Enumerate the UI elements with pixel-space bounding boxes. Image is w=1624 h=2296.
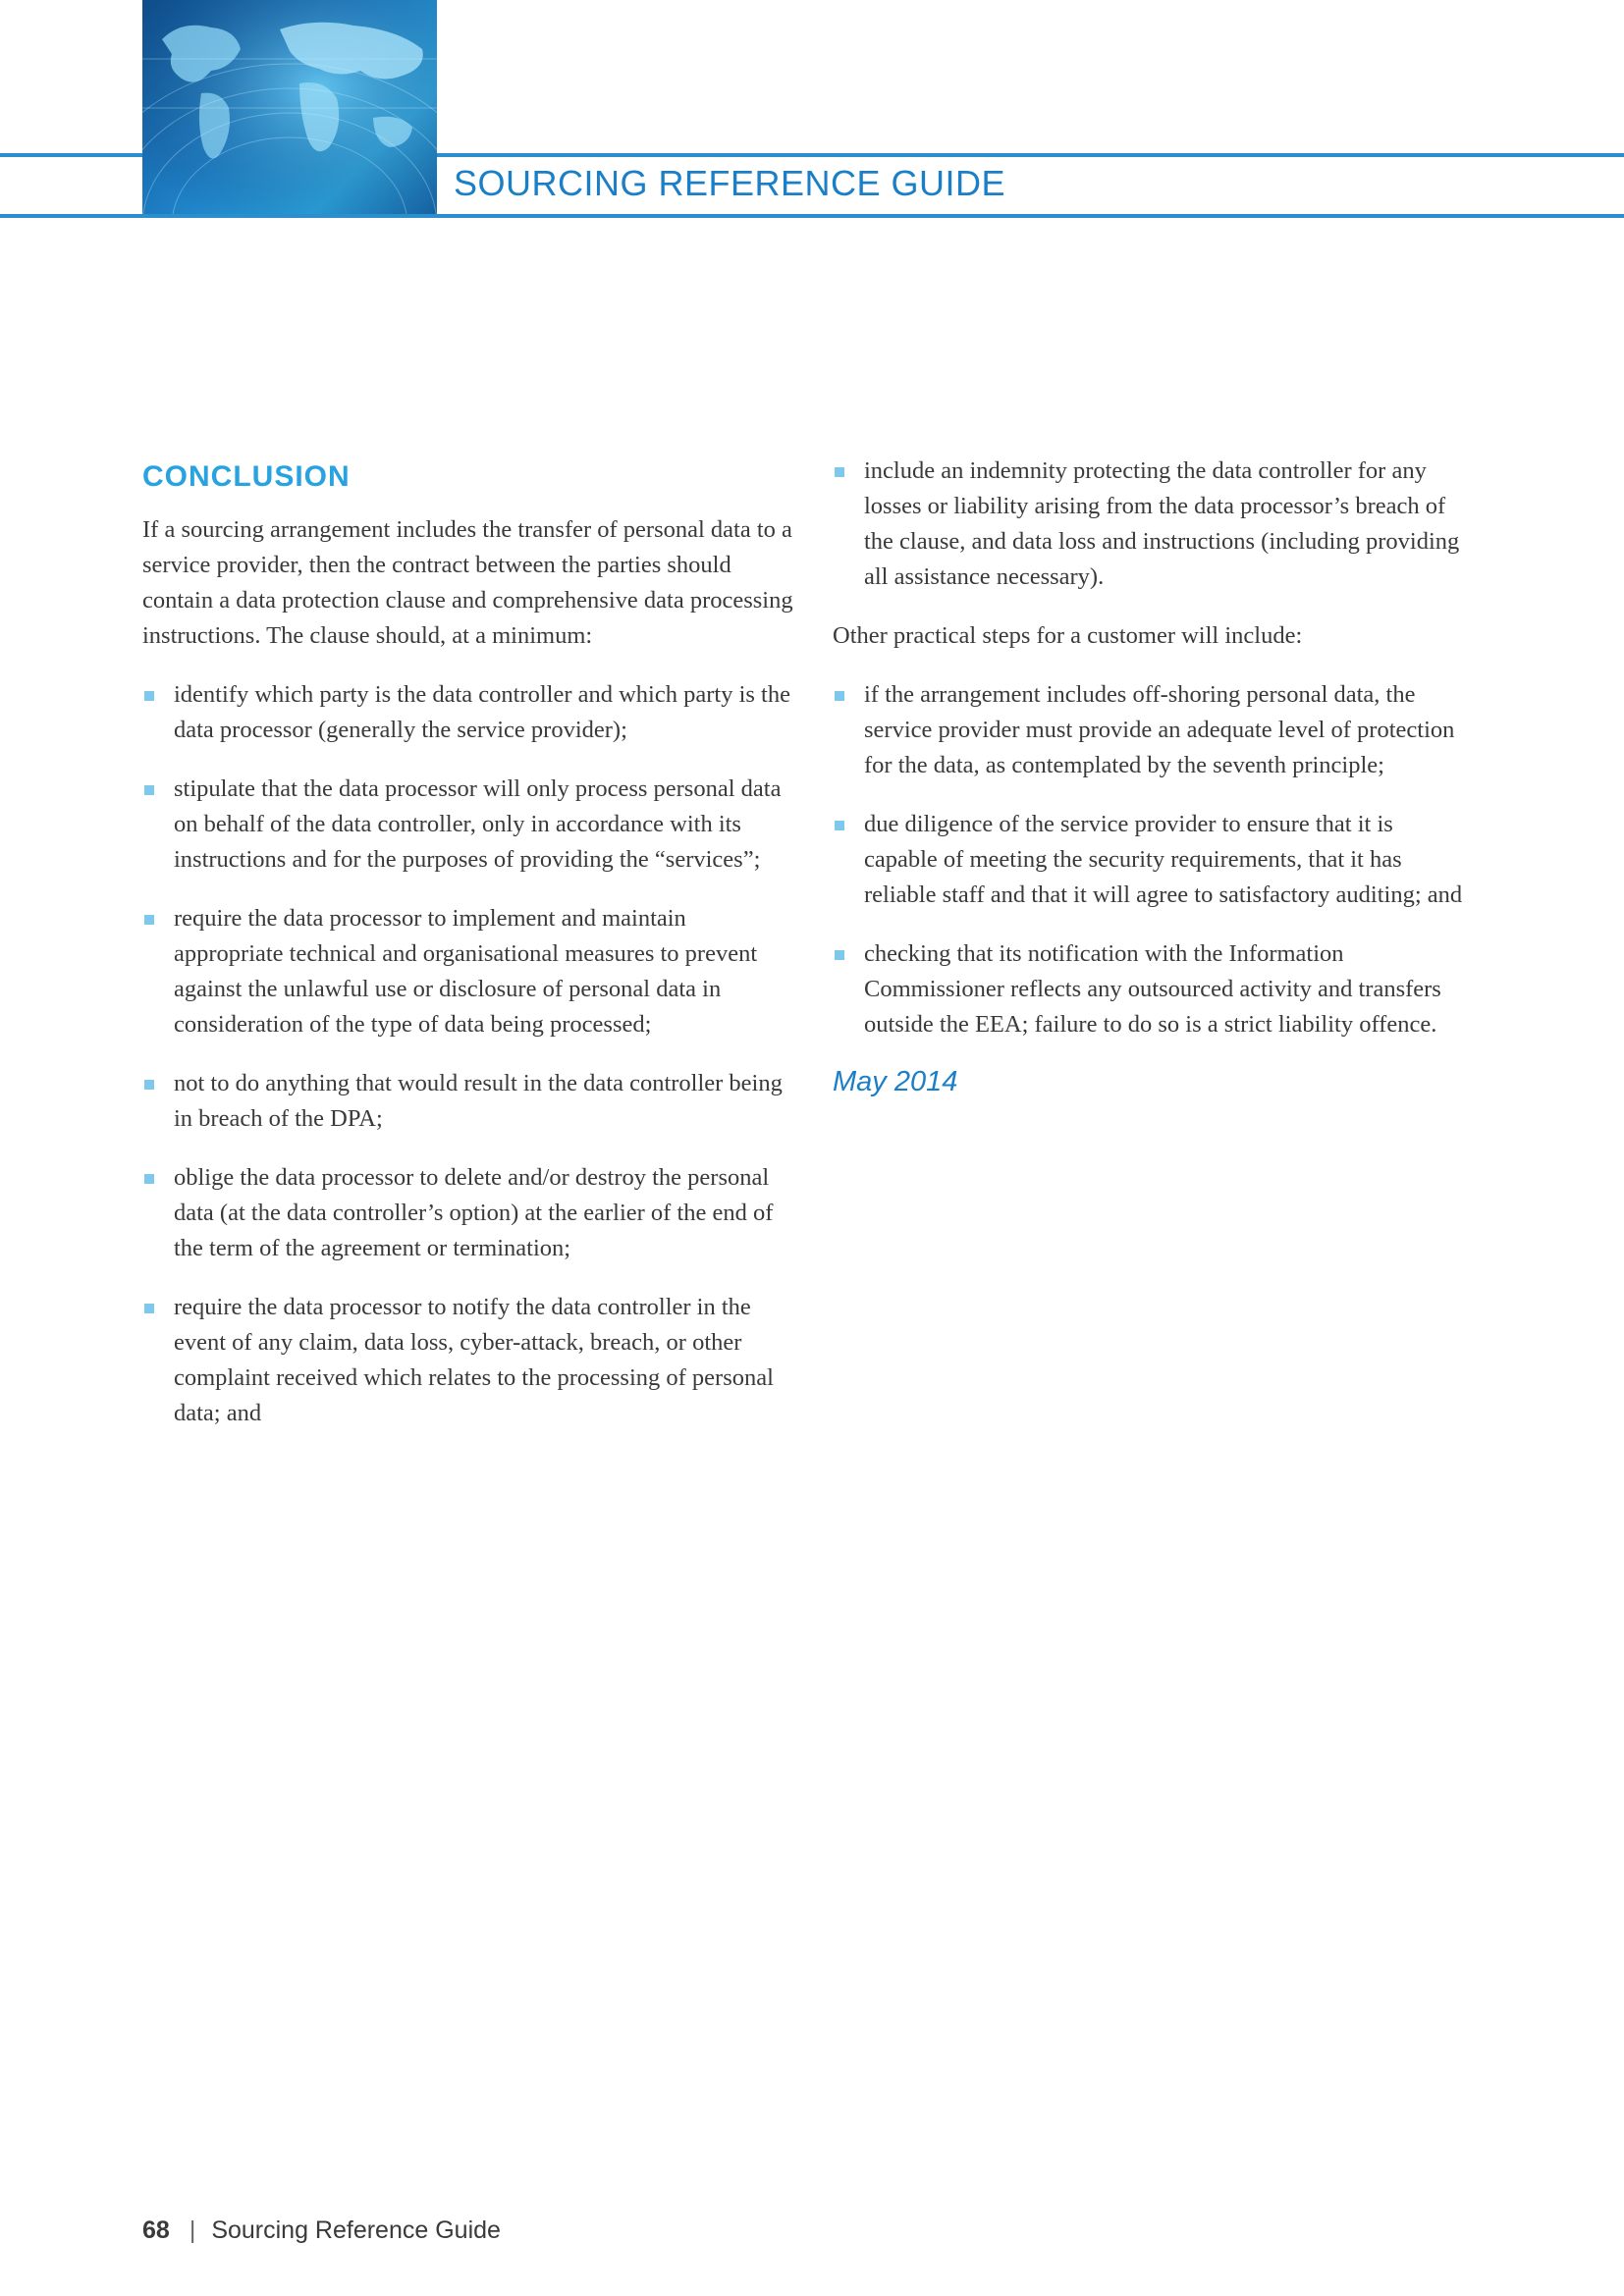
list-item: checking that its notification with the Information Commissioner reflects any outsourced activity and transfers outside the EEA; failure to do so is a strict liability offence. xyxy=(833,936,1471,1042)
bullet-square-icon xyxy=(144,1080,154,1090)
list-item: if the arrangement includes off-shoring personal data, the service provider must provide an adequate level of protection for the data, as contemplated by the seventh principle; xyxy=(833,677,1471,783)
bullet-square-icon xyxy=(835,821,844,830)
intro-paragraph: If a sourcing arrangement includes the transfer of personal data to a service provider, then the contract between the parties should contain a data protection clause and comprehensive data processing instructions. The clause should, at a minimum: xyxy=(142,516,793,649)
section-heading: CONCLUSION xyxy=(142,460,351,493)
publication-date: May 2014 xyxy=(833,1066,958,1097)
list-item: oblige the data processor to delete and/or destroy the personal data (at the data controller’s option) at the earlier of the end of the term of the agreement or termination; xyxy=(142,1160,795,1266)
list-item: include an indemnity protecting the data controller for any losses or liability arising from the data processor’s breach of the clause, and data loss and instructions (including providing all assistance necessary). xyxy=(833,454,1471,595)
list-item: require the data processor to implement and maintain appropriate technical and organisational measures to prevent against the unlawful use or disclosure of personal data in consideration of the type of data being processed; xyxy=(142,901,795,1042)
page-footer xyxy=(142,2216,501,2245)
bullet-square-icon xyxy=(144,785,154,795)
bullet-square-icon xyxy=(835,467,844,477)
footer-label: Sourcing Reference Guide xyxy=(211,2216,501,2244)
clause-requirements-list xyxy=(142,677,795,1431)
page-header-title: SOURCING REFERENCE GUIDE xyxy=(454,163,1006,203)
list-item: not to do anything that would result in the data controller being in breach of the DPA; xyxy=(142,1066,795,1137)
right-column xyxy=(833,454,1471,1098)
bullet-square-icon xyxy=(144,1304,154,1313)
world-map-banner-image xyxy=(142,0,437,218)
bullet-square-icon xyxy=(144,691,154,701)
bullet-square-icon xyxy=(144,1174,154,1184)
bullet-square-icon xyxy=(144,915,154,925)
practical-steps-intro: Other practical steps for a customer will include: xyxy=(833,622,1303,649)
list-item: stipulate that the data processor will only process personal data on behalf of the data controller, only in accordance with its instructions and for the purposes of providing the “services”; xyxy=(142,772,795,878)
list-item: require the data processor to notify the data controller in the event of any claim, data loss, cyber-attack, breach, or other complaint received which relates to the processing of personal data; and xyxy=(142,1290,795,1431)
clause-requirements-list-continued xyxy=(833,454,1471,595)
practical-steps-list xyxy=(833,677,1471,1042)
page-number: 68 xyxy=(142,2216,170,2244)
header-rule-bottom xyxy=(0,214,1624,218)
list-item: due diligence of the service provider to ensure that it is capable of meeting the security requirements, that it has reliable staff and that it will agree to satisfactory auditing; and xyxy=(833,807,1471,913)
bullet-square-icon xyxy=(835,691,844,701)
list-item: identify which party is the data controller and which party is the data processor (generally the service provider); xyxy=(142,677,795,748)
left-column xyxy=(142,454,795,1455)
footer-separator: | xyxy=(189,2216,196,2244)
bullet-square-icon xyxy=(835,950,844,960)
